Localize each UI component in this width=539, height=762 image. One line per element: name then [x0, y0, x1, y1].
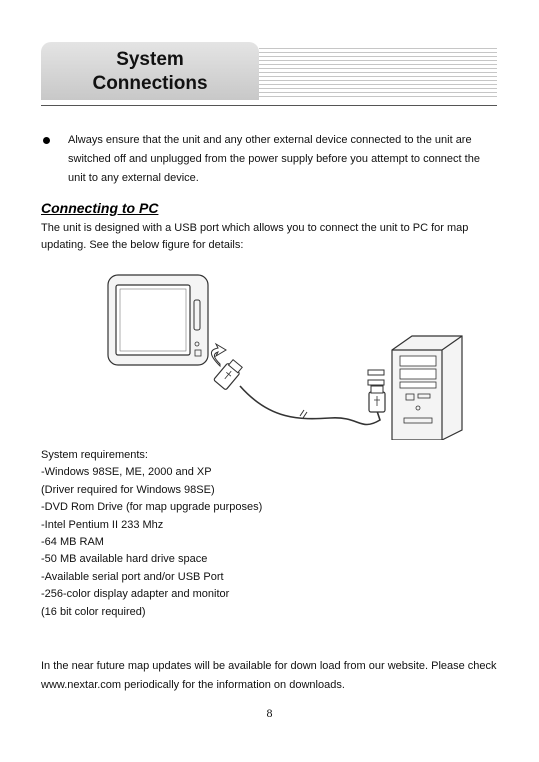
section-title-line-1: System	[116, 49, 184, 70]
list-item: -64 MB RAM	[41, 536, 104, 549]
section-title-line-2: Connections	[92, 73, 208, 94]
header-divider	[41, 105, 497, 106]
list-item: -Windows 98SE, ME, 2000 and XP	[41, 466, 212, 479]
section-heading: Connecting to PC	[41, 200, 159, 216]
system-requirements-list	[41, 447, 441, 621]
closing-paragraph: In the near future map updates will be available for down load from our website. Please check www.nextar.com periodically for the information on downloads.	[41, 660, 497, 691]
usb-connection-illustration	[100, 270, 470, 440]
list-item: System requirements:	[41, 449, 148, 461]
list-item: -DVD Rom Drive (for map upgrade purposes)	[41, 501, 263, 514]
section-title-tab	[41, 42, 259, 100]
gps-device-icon	[108, 275, 208, 365]
list-item: -Available serial port and/or USB Port	[41, 570, 224, 583]
list-item: -Intel Pentium II 233 Mhz	[41, 518, 164, 531]
header-stripe-decoration	[259, 48, 497, 100]
safety-note: Always ensure that the unit and any other external device connected to the unit are switched off and unplugged from the power supply before you attempt to connect the unit to any external device.	[68, 134, 480, 184]
list-item: (Driver required for Windows 98SE)	[41, 483, 215, 496]
page-number: 8	[266, 706, 273, 720]
usb-cable	[240, 386, 380, 425]
insert-arrow-icon	[211, 344, 226, 366]
usb-plug-pc-end	[369, 386, 385, 412]
bullet-icon	[43, 137, 50, 144]
list-item: -50 MB available hard drive space	[41, 553, 208, 566]
list-item: -256-color display adapter and monitor	[41, 588, 230, 601]
list-item: (16 bit color required)	[41, 605, 146, 618]
intro-paragraph: The unit is designed with a USB port which allows you to connect the unit to PC for map updating. See the below figure for details:	[41, 222, 469, 251]
